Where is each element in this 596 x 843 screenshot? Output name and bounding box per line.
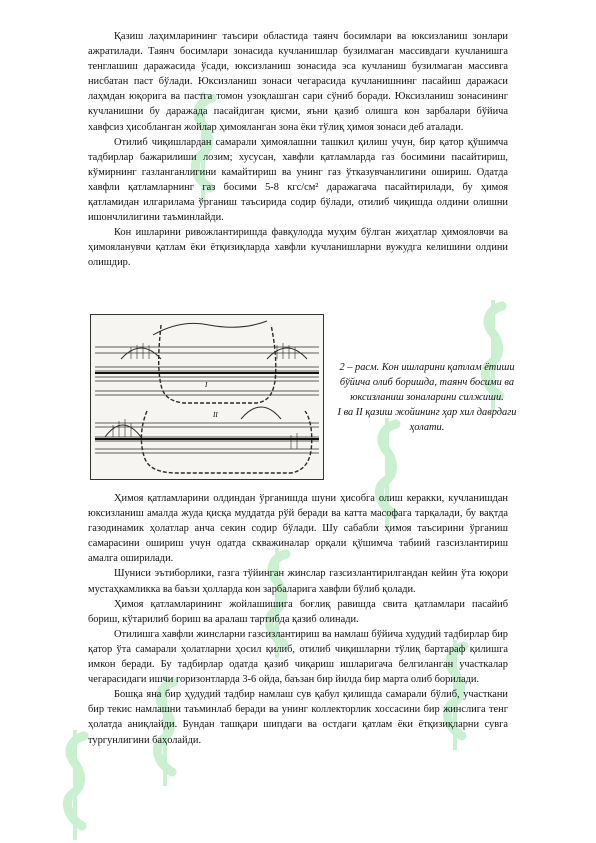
paragraph: Қазиш лаҳимларининг таъсири областида таянч босимлари ва юксизланиш зонлари ажратилади. Таянч босимлари зонасида кучланишлар бузилмаган массивдаги кучланишга тенглашиш даражасида ўсади, юксизланиш зонасида эса кучланиш бузилмаган массивга нисбатан паст бўлади. Юксизланиш зонаси чегарасида кучланишнинг пасайиш даражаси лаҳмдан юқорига ва пастга томон узоқлашган сари сўниб боради. Юксизланиш зонасининг кучланишни бу даражада пасайдиган қисми, яъни қазиб олишга кон зарбалари бўйича хавфсиз ҳисобланган жойлар ҳимояланган зона ёки тўлиқ ҳимоя зонаси деб аталади. (88, 31, 508, 133)
paragraph: Отилиб чиқишлардан самарали ҳимоялашни ташкил қилиш учун, бир қатор қўшимча тадбирлар бажарилиши лозим; хусусан, хавфли қатламларда газ босимини пасайтириш, кўмирнинг газланганлигини камайтириш ва унинг газ ўтказувчанлигини ошириш. Одатда хавфли қатламларнинг газ босими 5-8 кгс/см² даражагача пасайтирилади, бу ҳимоя қатламидан илгарилама ўрганиш таъсирида содир бўлади, отилиб чиқишда олдини олишни ишончлилигини таъминлайди. (88, 136, 508, 224)
figure-caption (332, 360, 522, 435)
caption-line: бўйича олиб боришда, таянч босими ва (339, 377, 515, 388)
caption-line: юксизланиш зоналарини силжиши. (350, 392, 504, 403)
caption-line: I ва II қазиш жойининг ҳар хил даврдаги (337, 407, 517, 418)
paragraph: Ҳимоя қатламларини олдиндан ўрганишда шуни ҳисобга олиш керакки, кучланишдан юксизланиш амалда жуда қисқа муддатда рўй беради ва катта масофага тарқалади, бу вақтда газодинамик ҳолатлар анча секин содир бўлади. Шу сабабли ҳимоя таъсирини ўрганиш самарасини ошириш учун одатда скважиналар орқали қўшимча табиий газсизлантириш амалга оширилади. (88, 493, 508, 565)
diagram-svg (91, 315, 323, 479)
paragraph: Бошқа яна бир ҳудудий тадбир намлаш сув қабул қилишда самарали бўлиб, участкани бир текис намлашни таъминлаб беради ва унинг коллекторлик хоссасини бир жинслига тенг ҳолатда аниқлайди. Бундан ташқари шипдаги ва остдаги қатлам ёки ётқизиқларни сувга тургунлигини баҳолайди. (88, 689, 508, 746)
paragraph: Шуниси эътиборлики, газга тўйинган жинслар газсизлантирилгандан кейин ўта юқори мустаҳкамликка ва баъзи ҳолларда кон зарбаларига хавфли бўлиб қолади. (88, 568, 508, 595)
text-block-bottom (88, 491, 508, 748)
caption-line: ҳолати. (409, 422, 445, 433)
label-roman-two: II (213, 411, 218, 419)
figure-mining-diagram (90, 314, 324, 480)
text-block-top (88, 29, 508, 271)
label-roman-one: I (205, 381, 208, 389)
caption-line: 2 – расм. Кон ишларини қатлам ётиши (339, 362, 515, 373)
paragraph: Ҳимоя қатламларининг жойлашишига боғлиқ равишда свита қатламлари пасайиб бориш, кўтарилиб бориш ва аралаш тартибда қазиб олинади. (88, 598, 508, 625)
paragraph: Кон ишларини ривожлантиришда фавқулодда муҳим бўлган жиҳатлар ҳимояловчи ва ҳимояланувчи қатлам ёки ётқизиқларда хавфли кучланишларни вужудга келишини олдини олишдир. (88, 227, 508, 269)
paragraph: Отилишга хавфли жинсларни газсизлантириш ва намлаш бўйича худудий тадбирлар бир қатор ўта самарали ҳолатларни ҳосил қилиб, отилиб чиқишларни тўлиқ бартараф қилишга имкон беради. Бу тадбирлар одатда қазиб чиқариш ишларигача белгиланган участкалар чегарасидаги ишчи горизонтларда 3-6 ойда, баъзан бир йилда бир марта олиб борилади. (88, 628, 508, 686)
watermark-dollar-icon (60, 730, 90, 840)
